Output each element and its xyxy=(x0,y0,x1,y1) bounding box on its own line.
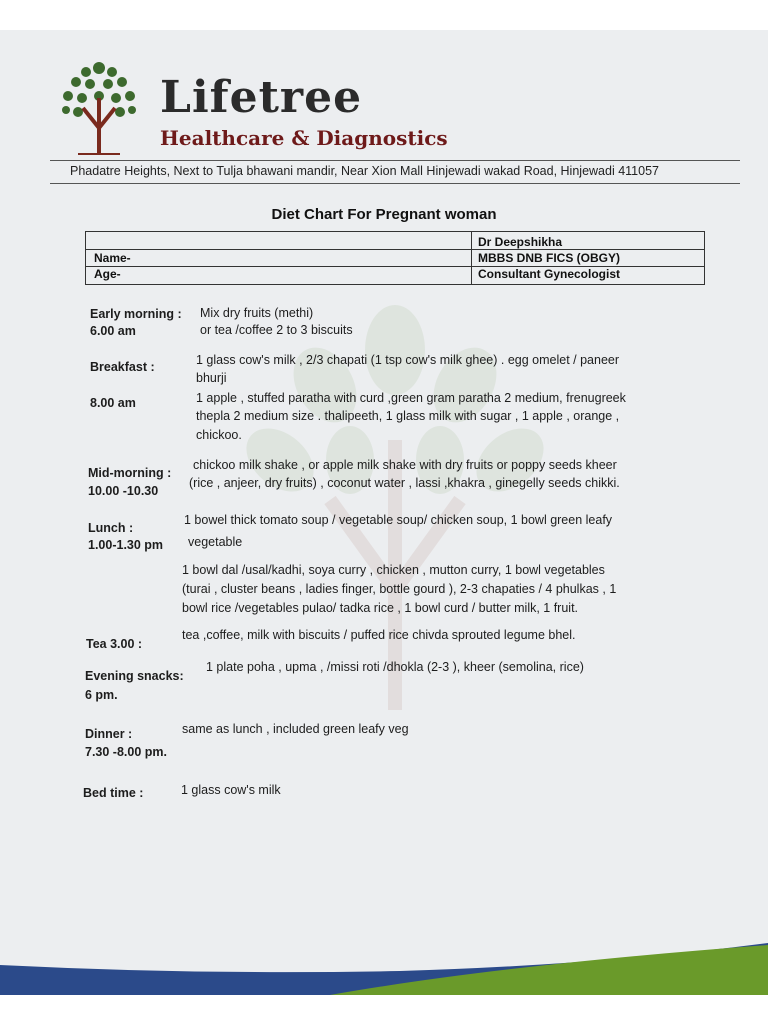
brand-subtitle: Healthcare & Diagnostics xyxy=(160,126,448,150)
doctor-name: Dr Deepshikha xyxy=(478,235,563,249)
meal-line: 1 glass cow's milk xyxy=(181,783,281,797)
meal-label: Bed time : xyxy=(83,786,144,800)
meal-label: Dinner : xyxy=(85,727,133,741)
meal-label: Tea 3.00 : xyxy=(86,637,143,651)
meal-line: bowl rice /vegetables pulao/ tadka rice , 1 bowl curd / butter milk, 1 fruit. xyxy=(182,601,579,615)
document-sheet xyxy=(0,30,768,995)
meal-line: 1 glass cow's milk , 2/3 chapati (1 tsp cow's milk ghee) . egg omelet / paneer xyxy=(196,353,620,367)
meal-time: 7.30 -8.00 pm. xyxy=(85,745,167,759)
meal-line: same as lunch , included green leafy veg xyxy=(182,722,409,736)
meal-line: 1 plate poha , upma , /missi roti /dhokla (2-3 ), kheer (semolina, rice) xyxy=(206,660,584,674)
meal-line: thepla 2 medium size . thalipeeth, 1 glass milk with sugar , 1 apple , orange , xyxy=(196,409,620,423)
meal-line: vegetable xyxy=(188,535,243,549)
meal-line: (turai , cluster beans , ladies finger, bottle gourd ), 2-3 chapaties / 4 phulkas , 1 xyxy=(182,582,617,596)
meal-line: or tea /coffee 2 to 3 biscuits xyxy=(200,323,353,337)
meal-line: 1 apple , stuffed paratha with curd ,green gram paratha 2 medium, frenugreek xyxy=(196,391,626,405)
brand-name: Lifetree xyxy=(160,72,363,123)
meal-label: Evening snacks: xyxy=(85,669,184,683)
meal-line: 1 bowel thick tomato soup / vegetable soup/ chicken soup, 1 bowl green leafy xyxy=(184,513,613,527)
meal-label: Lunch : xyxy=(88,521,134,535)
page-title: Diet Chart For Pregnant woman xyxy=(271,206,497,223)
meal-label: Breakfast : xyxy=(90,360,155,374)
meal-time: 6 pm. xyxy=(85,688,118,702)
footer-wave-band xyxy=(0,935,768,995)
meal-time: 10.00 -10.30 xyxy=(88,484,159,498)
meal-time: 1.00-1.30 pm xyxy=(88,538,164,552)
meal-line: bhurji xyxy=(196,371,227,385)
meal-line: chickoo milk shake , or apple milk shake with dry fruits or poppy seeds kheer xyxy=(193,458,617,472)
meal-line: Mix dry fruits (methi) xyxy=(200,306,314,320)
doctor-degree: MBBS DNB FICS (OBGY) xyxy=(478,251,620,265)
clinic-address: Phadatre Heights, Next to Tulja bhawani mandir, Near Xion Mall Hinjewadi wakad Road, Hinjewadi 411057 xyxy=(70,164,659,178)
meal-line: 1 bowl dal /usal/kadhi, soya curry , chicken , mutton curry, 1 bowl vegetables xyxy=(182,563,605,577)
patient-age-label: Age- xyxy=(94,267,121,281)
meal-line: chickoo. xyxy=(196,428,242,442)
doctor-role: Consultant Gynecologist xyxy=(478,267,621,281)
meal-time: 6.00 am xyxy=(90,324,136,338)
diet-schedule xyxy=(0,30,768,995)
patient-name-label: Name- xyxy=(94,251,131,265)
meal-line: tea ,coffee, milk with biscuits / puffed rice chivda sprouted legume bhel. xyxy=(182,628,576,642)
meal-line: (rice , anjeer, dry fruits) , coconut water , lassi ,khakra , ginegelly seeds chikki. xyxy=(189,476,620,490)
meal-label: Early morning : xyxy=(90,307,182,321)
meal-label: Mid-morning : xyxy=(88,466,172,480)
meal-time: 8.00 am xyxy=(90,396,136,410)
